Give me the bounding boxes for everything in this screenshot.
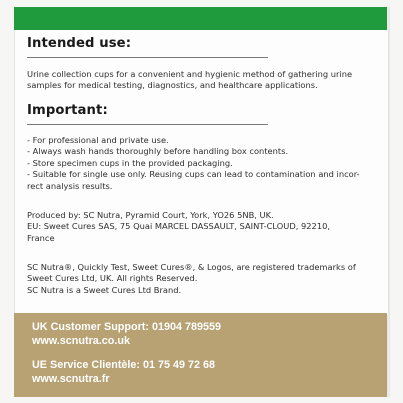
intended-use-line: Urine collection cups for a convenient and hygienic method of gathering urine	[27, 69, 353, 79]
ue-support-block	[32, 358, 215, 386]
intended-use-rule	[27, 57, 268, 58]
producer-line: France	[27, 232, 55, 243]
important-item: - Store specimen cups in the provided packaging.	[27, 157, 233, 168]
trademark-notice	[27, 262, 372, 296]
intended-use-heading: Intended use:	[27, 36, 132, 51]
uk-support-website: www.scnutra.co.uk	[32, 335, 130, 347]
trademark-line: SC Nutra is a Sweet Cures Ltd Brand.	[27, 284, 182, 295]
trademark-line: SC Nutra®, Quickly Test, Sweet Cures®, & Logos, are registered trademarks of	[27, 262, 356, 272]
uk-support-block	[32, 320, 221, 348]
important-item: - Always wash hands thoroughly before handling box contents.	[27, 146, 289, 157]
important-heading: Important:	[27, 103, 108, 118]
producer-line: Produced by: SC Nutra, Pyramid Court, York, YO26 5NB, UK.	[27, 210, 274, 220]
intended-use-line: samples for medical testing, diagnostics, and healthcare applications.	[27, 80, 318, 91]
important-item: - For professional and private use.	[27, 135, 169, 145]
important-rule	[27, 124, 268, 125]
important-item: - Suitable for single use only. Reusing cups can lead to contamination and incor-	[27, 169, 360, 180]
intended-use-text	[27, 69, 372, 92]
ue-support-phone: UE Service Clientèle: 01 75 49 72 68	[32, 359, 216, 371]
uk-support-phone: UK Customer Support: 01904 789559	[32, 321, 222, 333]
important-item: rect analysis results.	[27, 180, 113, 191]
producer-line: EU: Sweet Cures SAS, 75 Quai MARCEL DASSAULT, SAINT-CLOUD, 92210,	[27, 221, 331, 232]
producer-info	[27, 210, 372, 244]
ue-support-website: www.scnutra.fr	[32, 373, 110, 385]
trademark-line: Sweet Cures Ltd, UK. All rights Reserved.	[27, 273, 198, 284]
important-list	[27, 135, 372, 192]
